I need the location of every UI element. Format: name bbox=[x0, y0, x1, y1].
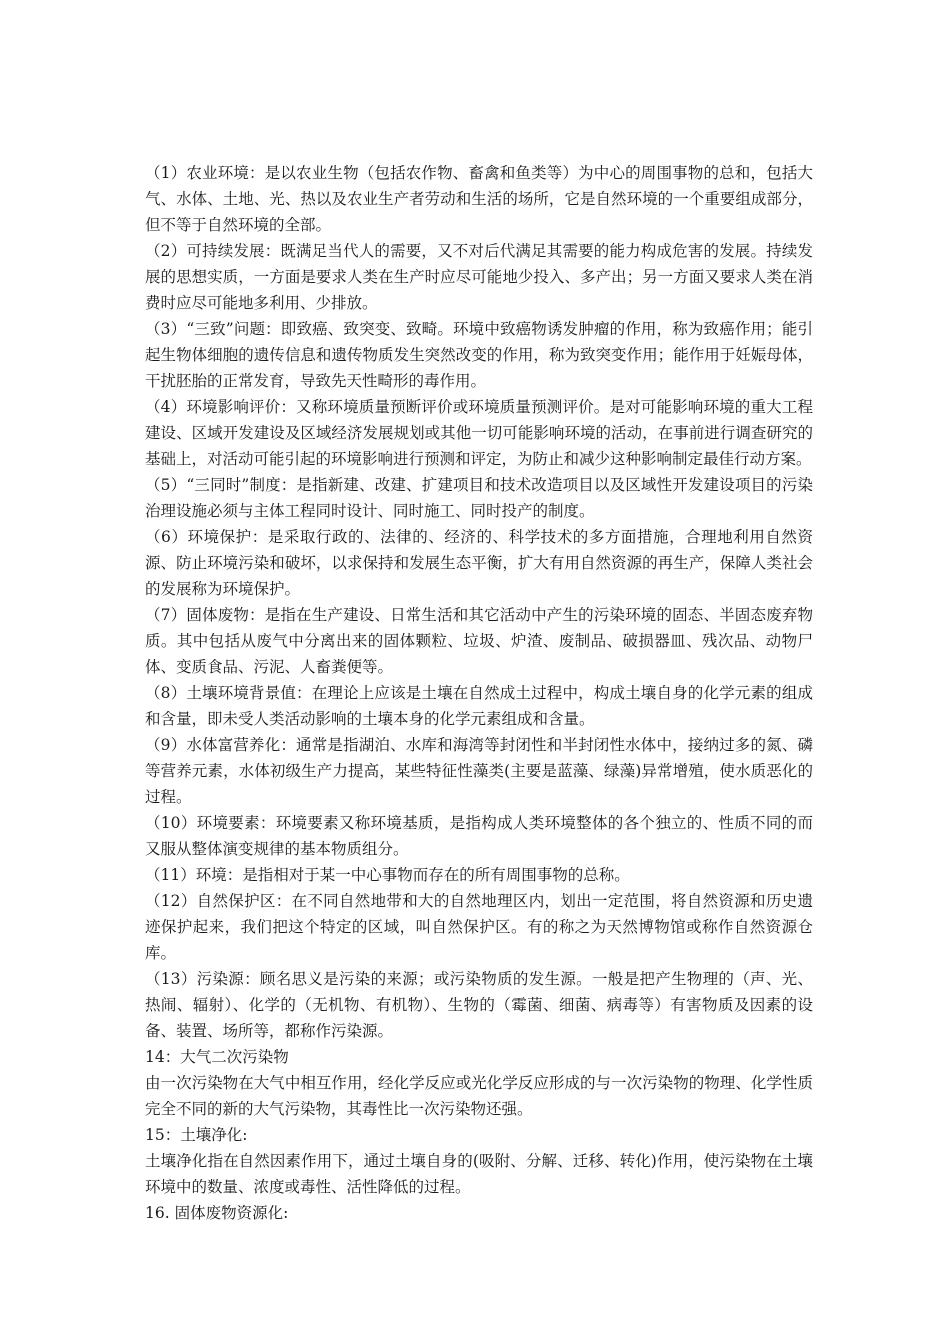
document-body bbox=[145, 160, 813, 1226]
definition-nature-reserve: （12）自然保护区：在不同自然地带和大的自然地理区内，划出一定范围，将自然资源和历史遗迹保护起来，我们把这个特定的区域，叫自然保护区。有的称之为天然博物馆或称作自然资源仓库。 bbox=[145, 892, 813, 962]
definition-soil-background-value: （8）土壤环境背景值：在理论上应该是土壤在自然成土过程中，构成土壤自身的化学元素的组成和含量，即未受人类活动影响的土壤本身的化学元素组成和含量。 bbox=[145, 684, 813, 728]
definition-environment: （11）环境：是指相对于某一中心事物而存在的所有周围事物的总称。 bbox=[145, 866, 630, 884]
definition-environmental-elements: （10）环境要素：环境要素又称环境基质，是指构成人类环境整体的各个独立的、性质不同的而又服从整体演变规律的基本物质组分。 bbox=[145, 814, 813, 858]
definition-eutrophication: （9）水体富营养化：通常是指湖泊、水库和海湾等封闭性和半封闭性水体中，接纳过多的氮、磷等营养元素，水体初级生产力提高，某些特征性藻类(主要是蓝藻、绿藻)异常增殖，使水质恶化的过程。 bbox=[145, 736, 813, 806]
definition-environmental-impact-assessment: （4）环境影响评价：又称环境质量预断评价或环境质量预测评价。是对可能影响环境的重大工程建设、区域开发建设及区域经济发展规划或其他一切可能影响环境的活动，在事前进行调查研究的基础上，对活动可能引起的环境影响进行预测和评定，为防止和减少这种影响制定最佳行动方案。 bbox=[145, 398, 813, 468]
heading-solid-waste-recycling: 16. 固体废物资源化: bbox=[145, 1204, 289, 1222]
definition-soil-purification: 土壤净化指在自然因素作用下，通过土壤自身的(吸附、分解、迁移、转化)作用，使污染物在土壤环境中的数量、浓度或毒性、活性降低的过程。 bbox=[145, 1152, 813, 1196]
heading-soil-purification: 15：土壤净化: bbox=[145, 1126, 248, 1144]
definition-solid-waste: （7）固体废物：是指在生产建设、日常生活和其它活动中产生的污染环境的固态、半固态废弃物质。其中包括从废气中分离出来的固体颗粒、垃圾、炉渣、废制品、破损器皿、残次品、动物尸体、变质食品、污泥、人畜粪便等。 bbox=[145, 606, 813, 676]
definition-pollution-source: （13）污染源：顾名思义是污染的来源；或污染物质的发生源。一般是把产生物理的（声、光、热闹、辐射）、化学的（无机物、有机物）、生物的（霉菌、细菌、病毒等）有害物质及因素的设备、装置、场所等，都称作污染源。 bbox=[145, 970, 813, 1040]
definition-environmental-protection: （6）环境保护：是采取行政的、法律的、经济的、科学技术的多方面措施，合理地利用自然资源、防止环境污染和破坏，以求保持和发展生态平衡，扩大有用自然资源的再生产，保障人类社会的发展称为环境保护。 bbox=[145, 528, 813, 598]
definition-secondary-air-pollutant: 由一次污染物在大气中相互作用，经化学反应或光化学反应形成的与一次污染物的物理、化学性质完全不同的新的大气污染物，其毒性比一次污染物还强。 bbox=[145, 1074, 813, 1118]
definition-three-simultaneous-system: （5）“三同时”制度：是指新建、改建、扩建项目和技术改造项目以及区域性开发建设项目的污染治理设施必须与主体工程同时设计、同时施工、同时投产的制度。 bbox=[145, 476, 813, 520]
definition-agricultural-environment: （1）农业环境：是以农业生物（包括农作物、畜禽和鱼类等）为中心的周围事物的总和，包括大气、水体、土地、光、热以及农业生产者劳动和生活的场所，它是自然环境的一个重要组成部分，但不等于自然环境的全部。 bbox=[145, 164, 813, 234]
definition-sustainable-development: （2）可持续发展：既满足当代人的需要，又不对后代满足其需要的能力构成危害的发展。持续发展的思想实质，一方面是要求人类在生产时应尽可能地少投入、多产出；另一方面又要求人类在消费时应尽可能地多利用、少排放。 bbox=[145, 242, 813, 312]
definition-three-effects: （3）“三致”问题：即致癌、致突变、致畸。环境中致癌物诱发肿瘤的作用，称为致癌作用；能引起生物体细胞的遗传信息和遗传物质发生突然改变的作用，称为致突变作用；能作用于妊娠母体，干扰胚胎的正常发育，导致先天性畸形的毒作用。 bbox=[145, 320, 813, 390]
heading-secondary-air-pollutant: 14：大气二次污染物 bbox=[145, 1048, 289, 1066]
